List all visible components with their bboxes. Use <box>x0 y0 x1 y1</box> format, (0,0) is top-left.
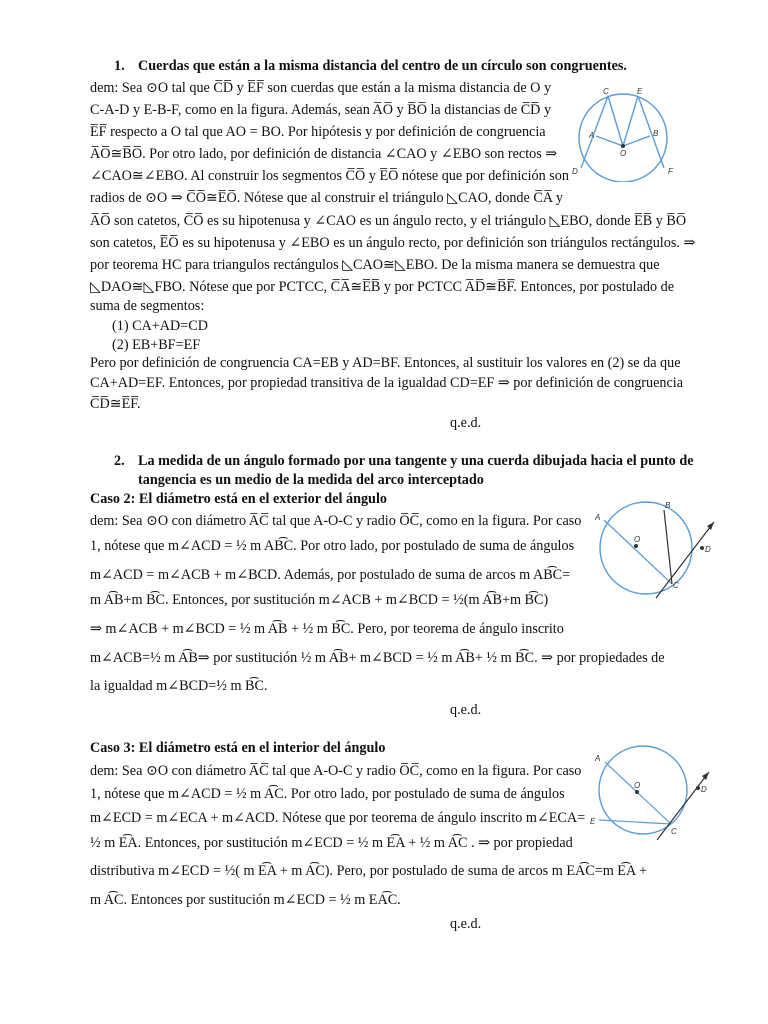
s2-line: 1, nótese que m∠ACD = ½ m AB͡C. Por otro lado, por postulado de suma de ángulos <box>90 538 575 554</box>
fig3-label: D <box>701 785 707 794</box>
fig2-label: C <box>673 581 679 590</box>
section2-case-title: Caso 2: El diámetro está en el exterior del ángulo <box>90 491 387 507</box>
s1-line: A̅O̅ son catetos, C̅O̅ es su hipotenusa y ∠CAO es un ángulo recto, y el triángulo ◺EBO, donde E̅B̅ y B̅O̅ <box>90 213 687 229</box>
s1-line: dem: Sea ⊙O tal que C̅D̅ y E̅F̅ son cuerdas que están a la misma distancia de O y <box>90 80 552 96</box>
s3-line: m∠ECD = m∠ECA + m∠ACD. Nótese que por teorema de ángulo inscrito m∠ECA= <box>90 810 586 826</box>
s1-line: por teorema HC para triangulos rectángulos ◺CAO≅◺EBO. De la misma manera se demuestra que <box>90 257 660 273</box>
section2-number: 2. <box>114 453 125 469</box>
figure-tangent-case2 <box>590 496 720 602</box>
s1-line: C-A-D y E-B-F, como en la figura. Además, sean A̅O̅ y B̅O̅ la distancias de C̅D̅ y <box>90 102 552 118</box>
s1-line: Pero por definición de congruencia CA=EB y AD=BF. Entonces, al sustituir los valores en (2) se da que <box>90 355 681 371</box>
s3-line: dem: Sea ⊙O con diámetro A̅C̅ tal que A-O-C y radio O̅C̅, como en la figura. Por caso <box>90 763 582 779</box>
s1-qed: q.e.d. <box>450 415 482 431</box>
figure-tangent-case3 <box>585 744 715 844</box>
section1-heading <box>114 58 627 75</box>
fig2-label: A <box>595 513 601 522</box>
s2-line: m∠ACB=½ m A͡B⇒ por sustitución ½ m A͡B+ m∠BCD = ½ m A͡B+ ½ m B͡C. ⇒ por propiedades de <box>90 650 665 666</box>
fig3-label: A <box>595 754 601 763</box>
fig1-label: C <box>603 87 609 96</box>
s3-line: distributiva m∠ECD = ½( m E͡A + m A͡C). Pero, por postulado de suma de arcos m EA͡C=m E͡A + <box>90 863 647 879</box>
s2-line: m A͡B+m B͡C. Entonces, por sustitución m∠ACB + m∠BCD = ½(m A͡B+m B͡C) <box>90 592 549 608</box>
s2-line: la igualdad m∠BCD=½ m B͡C. <box>90 678 268 694</box>
section3-case-title: Caso 3: El diámetro está en el interior del ángulo <box>90 740 386 756</box>
figure-equidistant-chords <box>566 86 684 182</box>
s1-list-item: (1) CA+AD=CD <box>112 318 209 334</box>
s3-line: m A͡C. Entonces por sustitución m∠ECD = ½ m EA͡C. <box>90 892 401 908</box>
fig3-label: E <box>590 817 596 826</box>
s2-line: m∠ACD = m∠ACB + m∠BCD. Además, por postulado de suma de arcos m AB͡C= <box>90 567 571 583</box>
s3-qed: q.e.d. <box>450 916 482 932</box>
fig2-label: D <box>705 545 711 554</box>
section2-title-line2: tangencia es un medio de la medida del arco interceptado <box>138 472 484 488</box>
section1-number: 1. <box>114 58 125 74</box>
s1-line: radios de ⊙O ⇒ C̅O̅≅E̅O̅. Nótese que al construir el triángulo ◺CAO, donde C̅A̅ y <box>90 190 563 206</box>
fig2-label: B <box>665 501 671 510</box>
s1-line: A̅O̅≅B̅O̅. Por otro lado, por definición de distancia ∠CAO y ∠EBO son rectos ⇒ <box>90 146 558 162</box>
s1-list-item: (2) EB+BF=EF <box>112 337 201 353</box>
s1-line: suma de segmentos: <box>90 298 205 314</box>
s2-qed: q.e.d. <box>450 702 482 718</box>
fig3-label: O <box>634 781 641 790</box>
section2-title-line1: La medida de un ángulo formado por una tangente y una cuerda dibujada hacia el punto de <box>138 453 694 469</box>
s1-line: son catetos, E̅O̅ es su hipotenusa y ∠EBO es un ángulo recto, por definición son triángulos rectángulos. ⇒ <box>90 235 696 251</box>
fig1-label: A <box>589 131 595 140</box>
s1-line: ◺DAO≅◺FBO. Nótese que por PCTCC, C̅A̅≅E̅B̅ y por PCTCC A̅D̅≅B̅F̅. Entonces, por postulado de <box>90 279 675 295</box>
fig1-label: E <box>637 87 643 96</box>
s2-line: dem: Sea ⊙O con diámetro A̅C̅ tal que A-O-C y radio O̅C̅, como en la figura. Por caso <box>90 513 582 529</box>
fig1-label: O <box>620 149 627 158</box>
fig2-label: O <box>634 535 641 544</box>
section2-heading <box>114 453 694 470</box>
s3-line: ½ m E͡A. Entonces, por sustitución m∠ECD = ½ m E͡A + ½ m A͡C . ⇒ por propiedad <box>90 835 573 851</box>
fig3-label: C <box>671 827 677 836</box>
fig1-label: B <box>653 129 659 138</box>
s1-line: CA+AD=EF. Entonces, por propiedad transitiva de la igualdad CD=EF ⇒ por definición de congruencia <box>90 375 684 391</box>
s2-line: ⇒ m∠ACB + m∠BCD = ½ m A͡B + ½ m B͡C. Pero, por teorema de ángulo inscrito <box>90 621 564 637</box>
section1-title: Cuerdas que están a la misma distancia del centro de un círculo son congruentes. <box>138 58 627 74</box>
fig1-label: D <box>572 167 578 176</box>
s1-line: E̅F̅ respecto a O tal que AO = BO. Por hipótesis y por definición de congruencia <box>90 124 546 140</box>
fig1-label: F <box>668 167 673 176</box>
s1-line: C̅D̅≅E̅F̅. <box>90 396 141 412</box>
s1-line: ∠CAO≅∠EBO. Al construir los segmentos C̅O̅ y E̅O̅ nótese que por definición son <box>90 168 569 184</box>
s3-line: 1, nótese que m∠ACD = ½ m A͡C. Por otro lado, por postulado de suma de ángulos <box>90 786 565 802</box>
